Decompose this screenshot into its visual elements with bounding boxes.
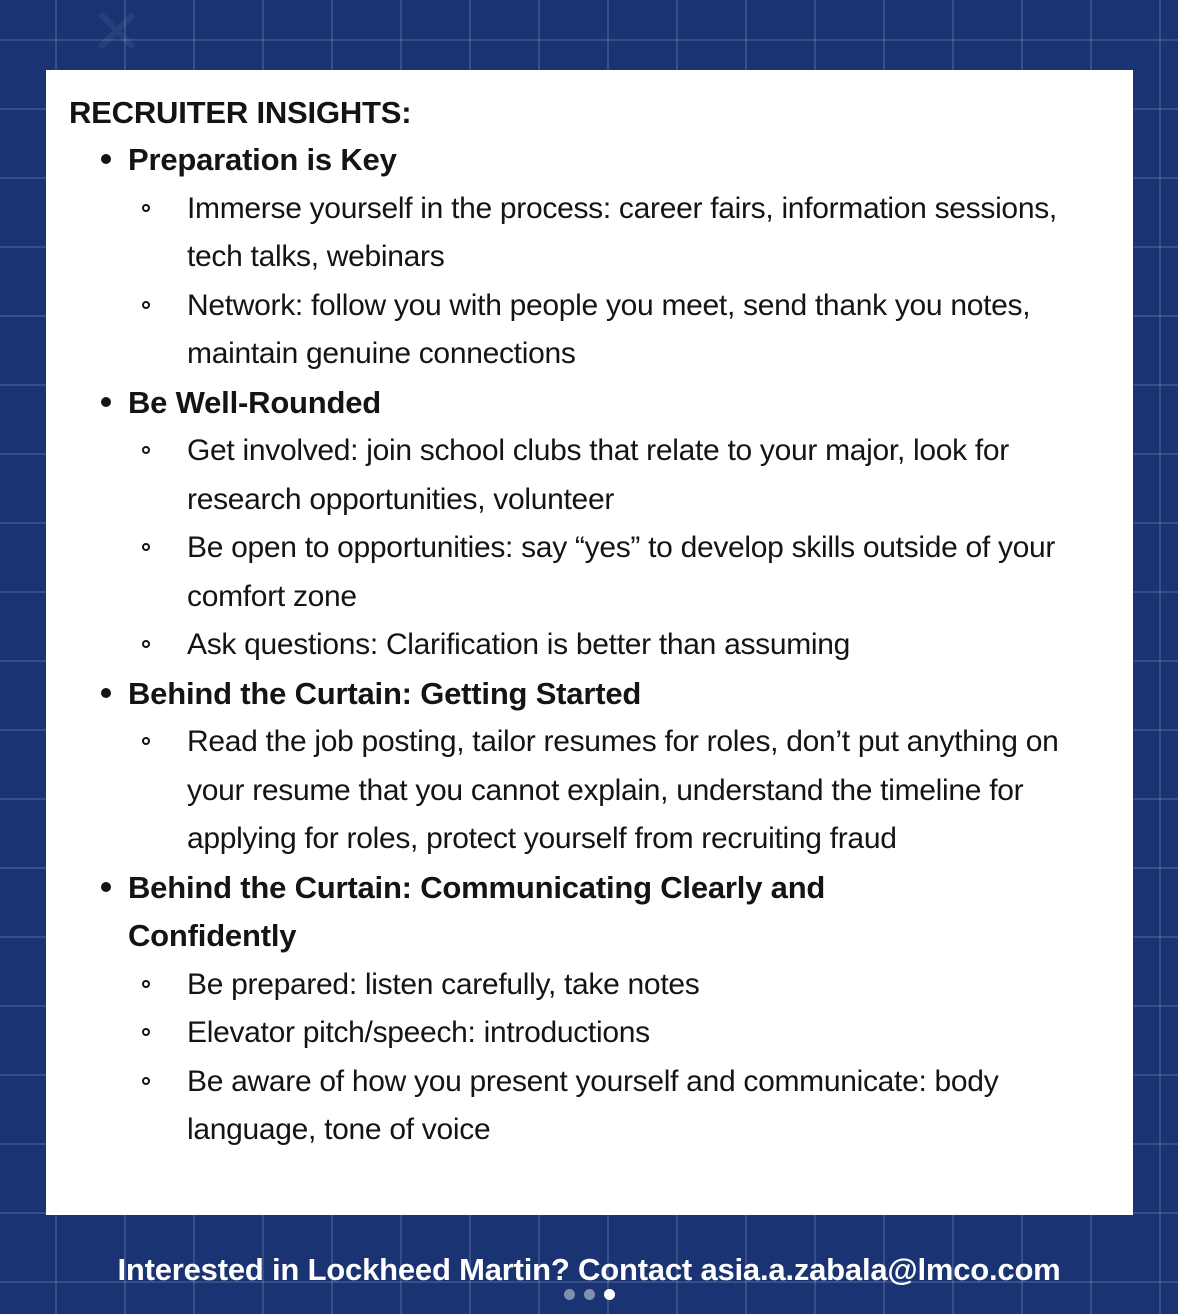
decorative-x-mark: ✕	[90, 0, 144, 68]
insights-card	[46, 70, 1133, 1215]
sub-point-text: Network: follow you with people you meet, send thank you notes, maintain genuine connections	[187, 288, 1031, 370]
topic-item	[69, 379, 1133, 670]
sub-point-text: Be prepared: listen carefully, take notes	[187, 967, 700, 1001]
bullet-dot-icon	[101, 154, 111, 164]
hollow-bullet-icon	[142, 640, 150, 648]
sub-point-list	[128, 961, 1133, 1155]
sub-point	[128, 427, 1133, 524]
carousel-dot-1[interactable]	[564, 1289, 575, 1300]
hollow-bullet-icon	[142, 980, 150, 988]
sub-point-text: Ask questions: Clarification is better than assuming	[187, 628, 851, 661]
topic-title: Be Well-Rounded	[128, 384, 382, 420]
sub-point-list	[128, 185, 1133, 379]
topic-item	[69, 670, 1133, 864]
sub-point	[128, 961, 1133, 1010]
bullet-dot-icon	[101, 688, 111, 698]
hollow-bullet-icon	[142, 737, 150, 745]
carousel-indicator	[0, 1289, 1178, 1303]
sub-point	[128, 1058, 1133, 1155]
sub-point	[128, 1009, 1133, 1058]
sub-point-text: Be aware of how you present yourself and communicate: body language, tone of voice	[187, 1064, 999, 1146]
contact-footer: Interested in Lockheed Martin? Contact asia.a.zabala@lmco.com	[117, 1252, 1061, 1287]
hollow-bullet-icon	[142, 204, 150, 212]
topic-list	[69, 136, 1133, 1155]
sub-point-text: Elevator pitch/speech: introductions	[187, 1016, 650, 1049]
bullet-dot-icon	[101, 882, 111, 892]
sub-point	[128, 185, 1133, 282]
sub-point-list	[128, 718, 1133, 864]
hollow-bullet-icon	[142, 446, 150, 454]
hollow-bullet-icon	[142, 301, 150, 309]
sub-point-text: Be open to opportunities: say “yes” to develop skills outside of your comfort zone	[187, 531, 1056, 613]
carousel-dot-3[interactable]	[604, 1289, 615, 1300]
topic-item	[69, 864, 1133, 1155]
topic-title: Preparation is Key	[128, 142, 397, 177]
bullet-dot-icon	[101, 397, 111, 407]
card-heading: RECRUITER INSIGHTS:	[69, 95, 412, 130]
hollow-bullet-icon	[142, 1028, 150, 1036]
sub-point	[128, 524, 1133, 621]
topic-title: Behind the Curtain: Getting Started	[128, 675, 642, 711]
topic-title: Behind the Curtain: Communicating Clearly and Confidently	[128, 869, 826, 953]
sub-point-text: Read the job posting, tailor resumes for roles, don’t put anything on your resume that you cannot explain, understand the timeline for applying for roles, protect yourself from recruiting fraud	[187, 725, 1059, 855]
sub-point	[128, 282, 1133, 379]
sub-point-text: Immerse yourself in the process: career fairs, information sessions, tech talks, webinars	[187, 191, 1057, 273]
topic-item	[69, 136, 1133, 379]
sub-point	[128, 621, 1133, 670]
sub-point-text: Get involved: join school clubs that relate to your major, look for research opportunities, volunteer	[187, 434, 1009, 516]
hollow-bullet-icon	[142, 543, 150, 551]
carousel-dot-2[interactable]	[584, 1289, 595, 1300]
sub-point	[128, 718, 1133, 864]
hollow-bullet-icon	[142, 1077, 150, 1085]
sub-point-list	[128, 427, 1133, 670]
